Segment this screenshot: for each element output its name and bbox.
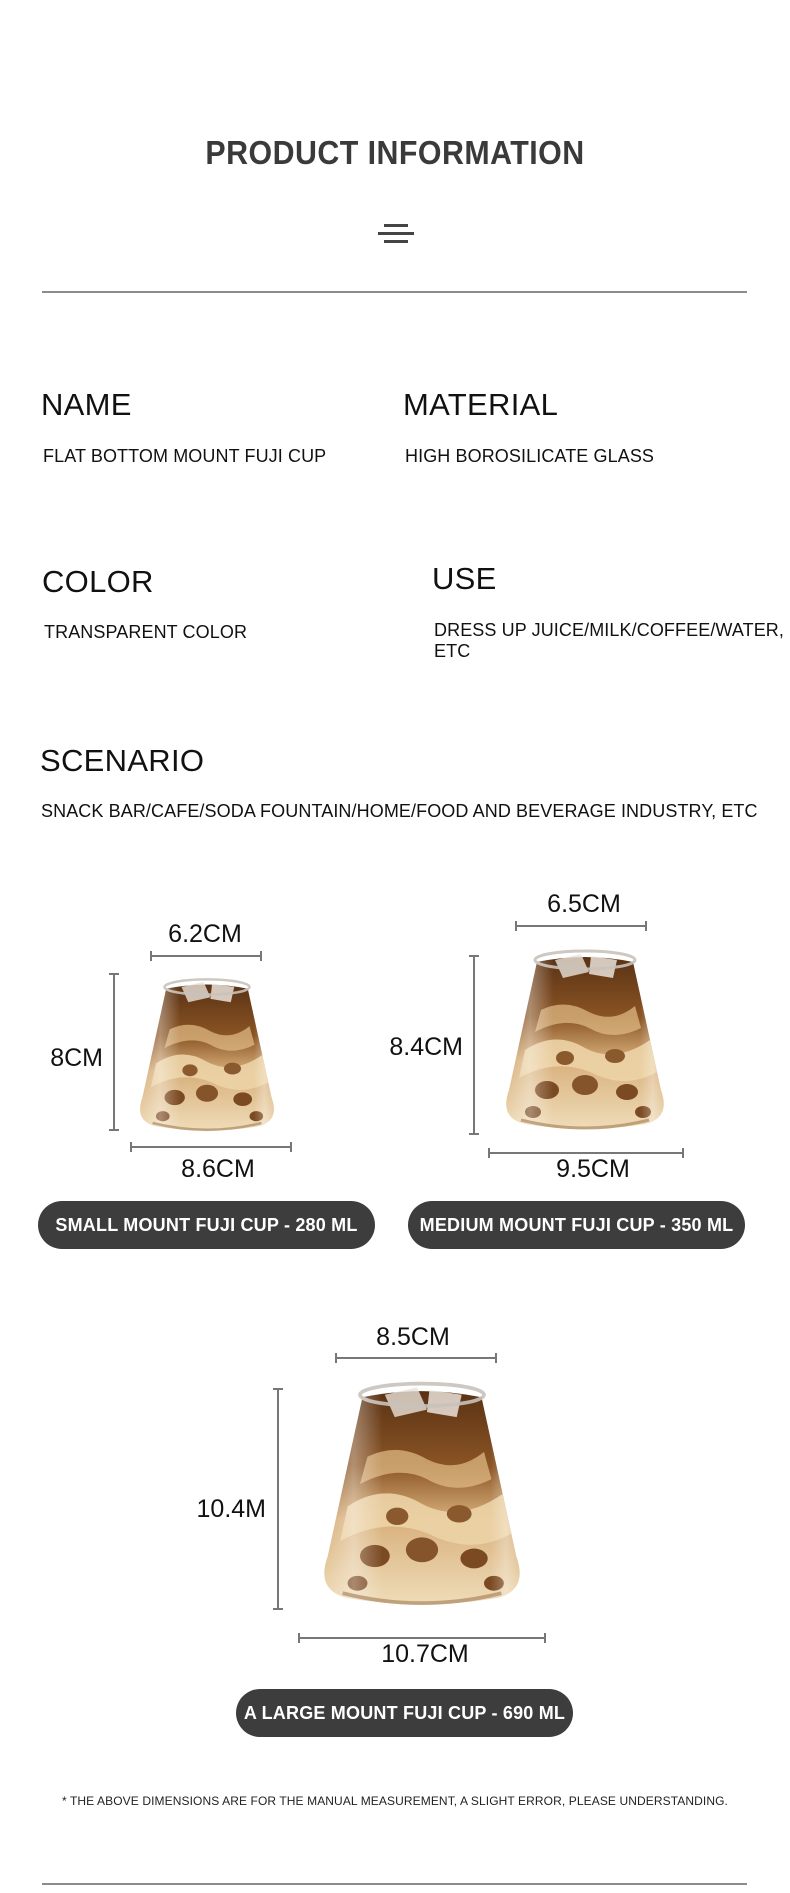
large-cup-image xyxy=(298,1370,546,1618)
small-cup-top-dimension-line xyxy=(150,950,262,962)
small-cup-top-width: 6.2CM xyxy=(168,920,242,948)
medium-cup-label: MEDIUM MOUNT FUJI CUP - 350 ML xyxy=(408,1201,745,1249)
color-label: COLOR xyxy=(42,564,154,599)
small-cup-bottom-width: 8.6CM xyxy=(181,1155,255,1183)
medium-cup-top-dimension-line xyxy=(515,920,647,932)
medium-cup-height: 8.4CM xyxy=(389,1033,463,1061)
large-cup-label: A LARGE MOUNT FUJI CUP - 690 ML xyxy=(236,1689,573,1737)
medium-cup-bottom-width: 9.5CM xyxy=(556,1155,630,1183)
page-title: PRODUCT INFORMATION xyxy=(205,134,585,171)
small-cup-height-dimension-line xyxy=(108,973,120,1131)
use-value: DRESS UP JUICE/MILK/COFFEE/WATER, ETC xyxy=(434,620,785,661)
material-label: MATERIAL xyxy=(403,387,559,422)
medium-cup-height-dimension-line xyxy=(468,955,480,1135)
small-cup-label: SMALL MOUNT FUJI CUP - 280 ML xyxy=(38,1201,375,1249)
scenario-value: SNACK BAR/CAFE/SODA FOUNTAIN/HOME/FOOD AND BEVERAGE INDUSTRY, ETC xyxy=(41,801,758,821)
medium-cup-image xyxy=(485,940,685,1140)
dimension-note: * THE ABOVE DIMENSIONS ARE FOR THE MANUAL MEASUREMENT, A SLIGHT ERROR, PLEASE UNDERSTANDING. xyxy=(61,1794,728,1808)
large-cup-top-width: 8.5CM xyxy=(376,1323,450,1351)
small-cup-height: 8CM xyxy=(50,1044,103,1072)
name-value: FLAT BOTTOM MOUNT FUJI CUP xyxy=(43,446,327,466)
footer-divider xyxy=(42,1883,747,1885)
menu-lines-icon xyxy=(376,222,416,246)
small-cup-bottom-dimension-line xyxy=(130,1141,292,1153)
use-label: USE xyxy=(432,561,497,596)
material-value: HIGH BOROSILICATE GLASS xyxy=(405,446,655,466)
large-cup-height-dimension-line xyxy=(272,1388,284,1610)
header-divider xyxy=(42,291,747,293)
large-cup-top-dimension-line xyxy=(335,1352,497,1364)
name-label: NAME xyxy=(41,387,132,422)
small-cup-image xyxy=(122,970,292,1140)
scenario-label: SCENARIO xyxy=(40,743,205,778)
large-cup-height: 10.4M xyxy=(196,1495,266,1523)
color-value: TRANSPARENT COLOR xyxy=(44,622,248,642)
medium-cup-top-width: 6.5CM xyxy=(547,890,621,918)
large-cup-bottom-width: 10.7CM xyxy=(381,1640,469,1668)
